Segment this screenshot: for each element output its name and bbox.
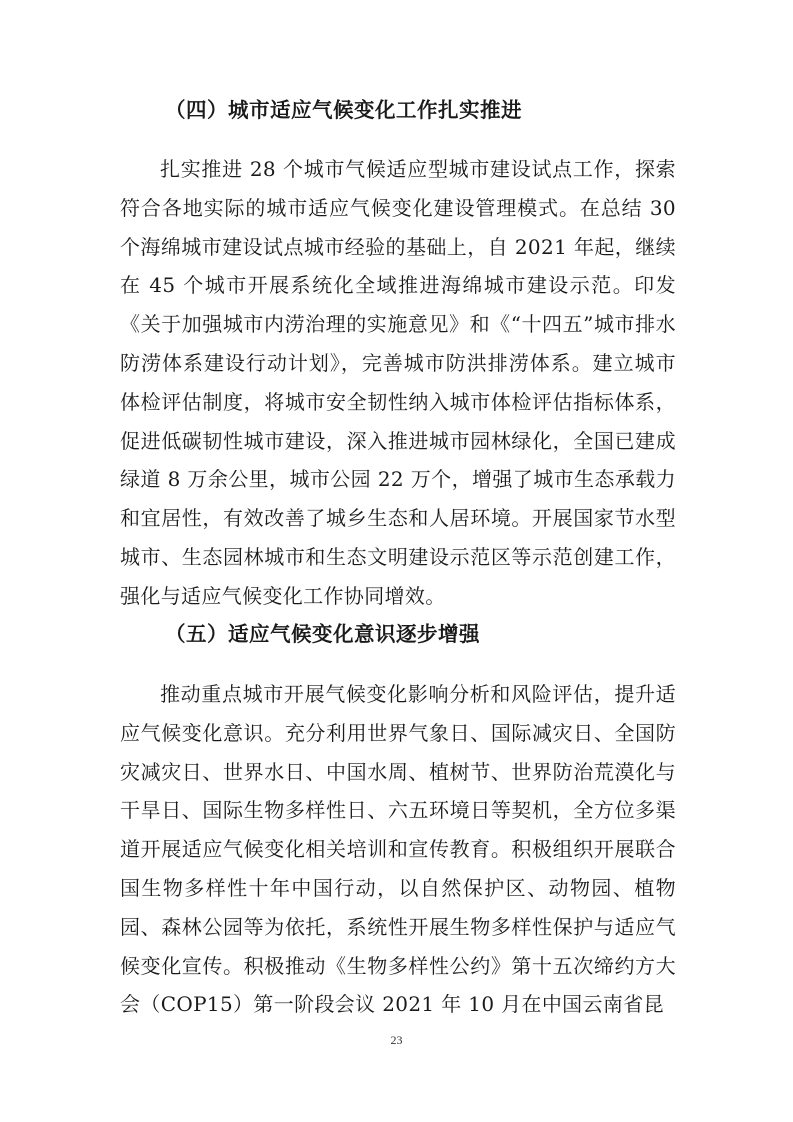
section-heading-awareness: （五）适应气候变化意识逐步增强	[165, 622, 480, 646]
page-number: 23	[390, 1033, 403, 1047]
section-paragraph-urban-adaptation: 扎实推进 28 个城市气候适应型城市建设试点工作，探索符合各地实际的城市适应气候变化建设管理模式。在总结 30 个海绵城市建设试点城市经验的基础上，自 2021 年起，继续在 45 个城市开展系统化全域推进海绵城市建设示范。印发《关于加强城市内涝治理的实施意见》和《“十四五”城市排水防涝体系建设行动计划》，完善城市防洪排涝体系。建立城市体检评估制度，将城市安全韧性纳入城市体检评估指标体系，促进低碳韧性城市建设，深入推进城市园林绿化，全国已建成绿道 8 万余公里，城市公园 22 万个，增强了城市生态承载力和宜居性，有效改善了城乡生态和人居环境。开展国家节水型城市、生态园林城市和生态文明建设示范区等示范创建工作，强化与适应气候变化工作协同增效。	[120, 157, 676, 608]
section-paragraph-awareness: 推动重点城市开展气候变化影响分析和风险评估，提升适应气候变化意识。充分利用世界气象日、国际减灾日、全国防灾减灾日、世界水日、中国水周、植树节、世界防治荒漠化与干旱日、国际生物多样性日、六五环境日等契机，全方位多渠道开展适应气候变化相关培训和宣传教育。积极组织开展联合国生物多样性十年中国行动，以自然保护区、动物园、植物园、森林公园等为依托，系统性开展生物多样性保护与适应气候变化宣传。积极推动《生物多样性公约》第十五次缔约方大会（COP15）第一阶段会议 2021 年 10 月在中国云南省昆	[120, 682, 676, 1017]
section-heading-urban-adaptation: （四）城市适应气候变化工作扎实推进	[165, 98, 522, 122]
